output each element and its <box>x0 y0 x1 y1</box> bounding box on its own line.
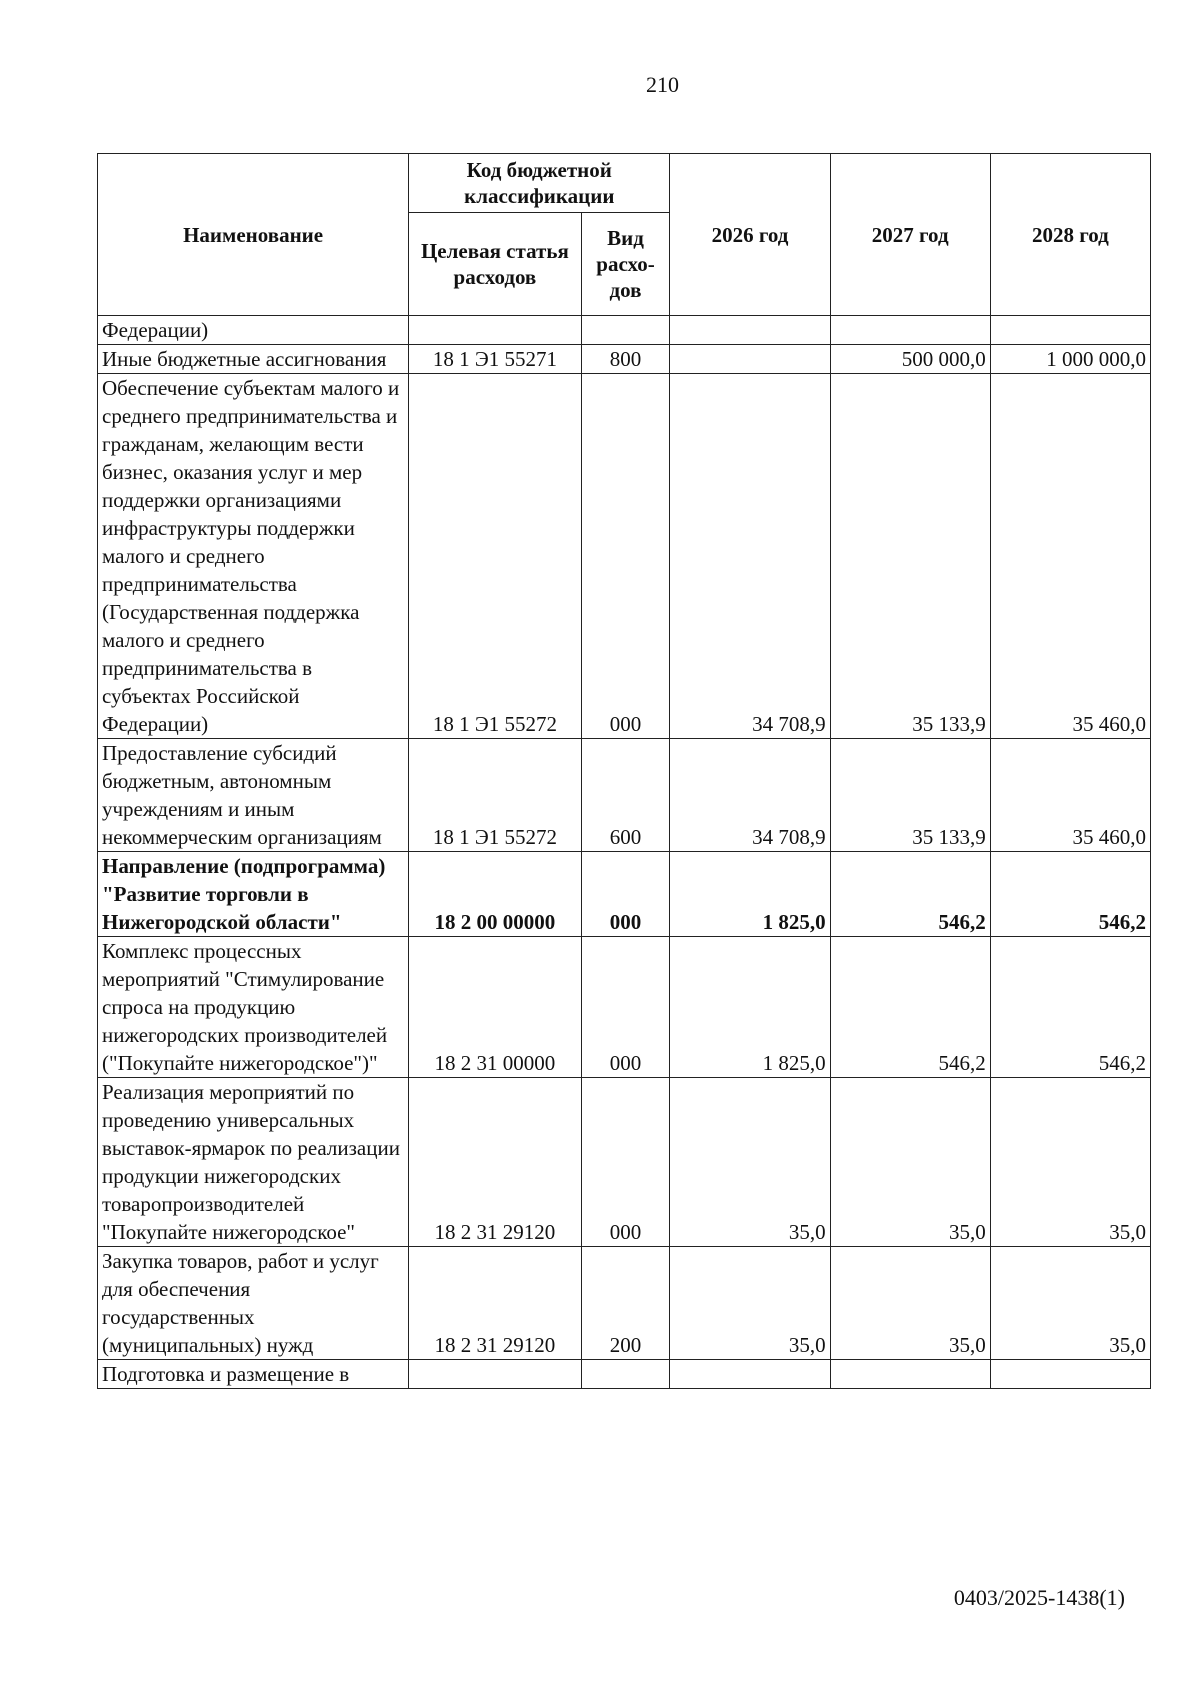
row-2027 <box>830 1360 990 1389</box>
row-2026: 35,0 <box>670 1247 830 1360</box>
budget-table <box>97 153 1151 1389</box>
header-2026: 2026 год <box>670 154 830 316</box>
table-row <box>98 316 1151 345</box>
row-name: Реализация мероприятий по проведению универсальных выставок-ярмарок по реализации продукции нижегородских товаропроизводителей "Покупайте нижегородское" <box>98 1078 409 1247</box>
row-2028: 35 460,0 <box>990 374 1150 739</box>
row-type: 800 <box>581 345 670 374</box>
row-type: 600 <box>581 739 670 852</box>
row-name: Направление (подпрограмма) "Развитие торговли в Нижегородской области" <box>98 852 409 937</box>
table-row <box>98 739 1151 852</box>
row-2028: 35,0 <box>990 1078 1150 1247</box>
row-2027: 500 000,0 <box>830 345 990 374</box>
row-type: 000 <box>581 1078 670 1247</box>
row-2028: 35 460,0 <box>990 739 1150 852</box>
row-2028: 1 000 000,0 <box>990 345 1150 374</box>
row-code: 18 1 Э1 55272 <box>409 739 581 852</box>
row-2026: 34 708,9 <box>670 739 830 852</box>
row-name: Федерации) <box>98 316 409 345</box>
row-type: 000 <box>581 852 670 937</box>
row-2027: 546,2 <box>830 937 990 1078</box>
header-code-group: Код бюджетной классификации <box>409 154 670 213</box>
row-code: 18 1 Э1 55271 <box>409 345 581 374</box>
row-2026: 35,0 <box>670 1078 830 1247</box>
header-2028: 2028 год <box>990 154 1150 316</box>
row-2027: 35,0 <box>830 1247 990 1360</box>
row-type: 000 <box>581 937 670 1078</box>
table-header <box>98 154 1151 316</box>
row-type <box>581 316 670 345</box>
row-2028 <box>990 316 1150 345</box>
row-name: Подготовка и размещение в <box>98 1360 409 1389</box>
row-2027: 35,0 <box>830 1078 990 1247</box>
row-2028: 35,0 <box>990 1247 1150 1360</box>
row-2028: 546,2 <box>990 937 1150 1078</box>
row-code: 18 2 31 29120 <box>409 1247 581 1360</box>
row-code: 18 1 Э1 55272 <box>409 374 581 739</box>
row-2026: 1 825,0 <box>670 852 830 937</box>
row-2027: 35 133,9 <box>830 374 990 739</box>
table-row <box>98 345 1151 374</box>
row-name: Предоставление субсидий бюджетным, автономным учреждениям и иным некоммерческим организациям <box>98 739 409 852</box>
row-2027: 546,2 <box>830 852 990 937</box>
row-2026 <box>670 345 830 374</box>
row-code: 18 2 31 29120 <box>409 1078 581 1247</box>
row-2026: 34 708,9 <box>670 374 830 739</box>
row-type: 000 <box>581 374 670 739</box>
header-target-article: Целевая статья расходов <box>409 213 581 316</box>
table-row <box>98 937 1151 1078</box>
table-row <box>98 374 1151 739</box>
table-row <box>98 1078 1151 1247</box>
page-number: 210 <box>646 72 679 97</box>
row-name: Закупка товаров, работ и услуг для обеспечения государственных (муниципальных) нужд <box>98 1247 409 1360</box>
row-2026 <box>670 1360 830 1389</box>
row-code <box>409 1360 581 1389</box>
row-name: Иные бюджетные ассигнования <box>98 345 409 374</box>
row-name: Комплекс процессных мероприятий "Стимулирование спроса на продукцию нижегородских производителей ("Покупайте нижегородское")" <box>98 937 409 1078</box>
header-name: Наименование <box>98 154 409 316</box>
document-id: 0403/2025-1438(1) <box>953 1585 1125 1610</box>
row-code <box>409 316 581 345</box>
table-row <box>98 1247 1151 1360</box>
row-code: 18 2 31 00000 <box>409 937 581 1078</box>
row-type: 200 <box>581 1247 670 1360</box>
table-row <box>98 1360 1151 1389</box>
row-2026: 1 825,0 <box>670 937 830 1078</box>
row-2028 <box>990 1360 1150 1389</box>
row-2027 <box>830 316 990 345</box>
row-2026 <box>670 316 830 345</box>
header-expense-type: Вид расхо-дов <box>581 213 670 316</box>
row-code: 18 2 00 00000 <box>409 852 581 937</box>
row-name: Обеспечение субъектам малого и среднего предпринимательства и гражданам, желающим вести бизнес, оказания услуг и мер поддержки организациями инфраструктуры поддержки малого и среднего предпринимательства (Государственная поддержка малого и среднего предпринимательства в субъектах Российской Федерации) <box>98 374 409 739</box>
row-2028: 546,2 <box>990 852 1150 937</box>
table-row-subprogram <box>98 852 1151 937</box>
row-type <box>581 1360 670 1389</box>
row-2027: 35 133,9 <box>830 739 990 852</box>
header-2027: 2027 год <box>830 154 990 316</box>
